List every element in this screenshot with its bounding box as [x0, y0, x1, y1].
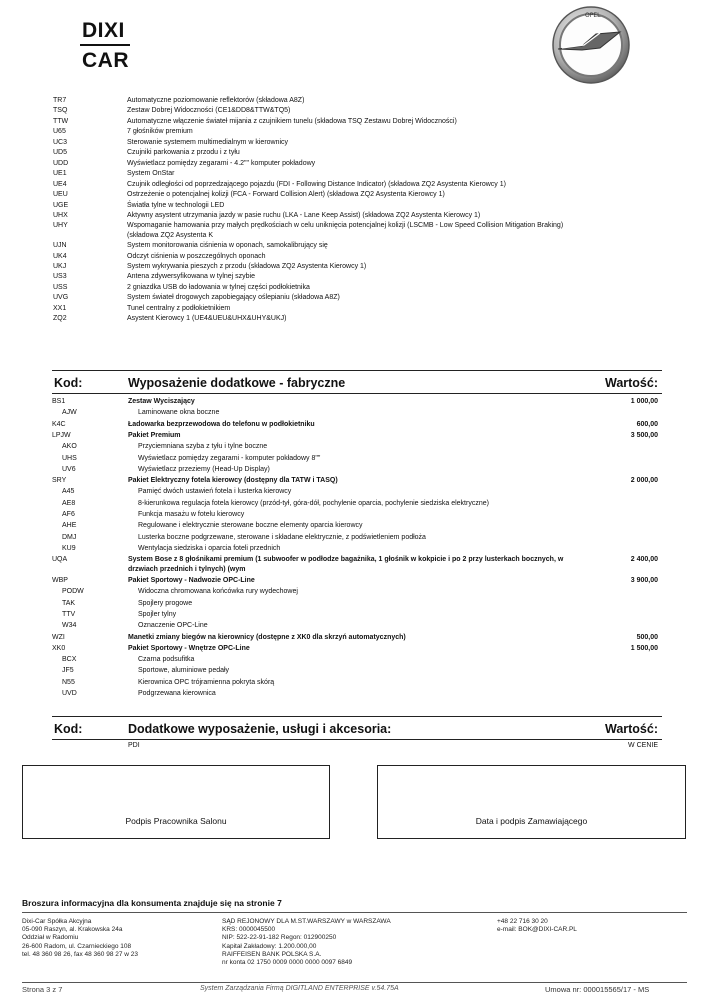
equipment-description: System monitorowania ciśnienia w oponach, samokalibrujący się — [127, 242, 328, 250]
option-code: JF5 — [62, 667, 74, 675]
option-description: Spojlery progowe — [138, 599, 193, 607]
option-code: WBP — [52, 577, 68, 584]
additional-row-value: W CENIE — [628, 742, 658, 749]
footer-line-text: +48 22 716 30 20 — [497, 918, 548, 925]
factory-options-header — [52, 370, 662, 394]
equipment-code: UJN — [53, 242, 67, 250]
equipment-code: UD5 — [53, 149, 68, 157]
equipment-description: (składowa ZQ2 Asystenta K — [127, 231, 213, 239]
employee-signature-label: Podpis Pracownika Salonu — [125, 816, 227, 826]
equipment-code: TTW — [53, 117, 69, 125]
option-description: 8-kierunkowa regulacja fotela kierowcy (przód-tył, góra-dół, pochylenie oparcia, pochylenie siedziska elektryczne) — [138, 499, 489, 507]
equipment-description: Aktywny asystent utrzymania jazdy w pasie ruchu (LKA - Lane Keep Assist) (składowa ZQ2 Asystenta Kierowcy 1) — [127, 211, 481, 219]
equipment-code: TR7 — [53, 97, 67, 104]
footer-line-text: RAIFFEISEN BANK POLSKA S.A. — [222, 950, 322, 958]
equipment-description: System świateł drogowych zapobiegający oślepianiu (składowa A8Z) — [127, 294, 340, 302]
equipment-code: XX1 — [53, 304, 67, 312]
option-description: Pamięć dwóch ustawień fotela i lusterka kierowcy — [138, 488, 292, 496]
svg-text:OPEL: OPEL — [585, 12, 601, 19]
option-code: UVD — [62, 690, 77, 697]
additional-options-header — [52, 716, 662, 740]
option-code: AKO — [62, 443, 77, 451]
equipment-description: Asystent Kierowcy 1 (UE4&UEU&UHX&UHY&UKJ) — [127, 315, 287, 323]
company-registration — [222, 918, 391, 967]
page-number: Strona 3 z 7 — [22, 985, 63, 994]
footer-line-text: 05-090 Raszyn, al. Krakowska 24a — [22, 926, 123, 934]
customer-signature-label: Data i podpis Zamawiającego — [475, 816, 588, 826]
option-code: TTV — [62, 610, 76, 618]
option-description: Pakiet Premium — [128, 431, 181, 439]
option-code: DMJ — [62, 533, 77, 541]
equipment-description: 2 gniazdka USB do ładowania w tylnej części podłokietnika — [127, 283, 310, 291]
footer-line-text: Oddział w Radomiu — [22, 934, 79, 942]
customer-signature-box — [377, 765, 686, 839]
footer-divider — [22, 912, 687, 913]
equipment-code: UKJ — [53, 262, 67, 270]
option-description: Lusterka boczne podgrzewane, sterowane i składane elektrycznie, z podświetleniem podłoża — [138, 533, 426, 541]
footer-line-text: nr konta 02 1750 0009 0000 0000 0097 6849 — [222, 959, 353, 967]
equipment-code: U65 — [53, 128, 66, 136]
option-description: drzwiach przednich i tylnych) (wym — [128, 565, 246, 573]
code-column-header: Kod: — [54, 722, 83, 736]
option-code: UV6 — [62, 465, 76, 473]
contract-number: Umowa nr: 000015565/17 - MS — [545, 985, 650, 994]
option-code: LPJW — [52, 431, 71, 439]
employee-signature-box — [22, 765, 330, 839]
option-code: UQA — [52, 556, 68, 564]
option-price: 1 000,00 — [630, 398, 658, 405]
additional-options-title: Dodatkowe wyposażenie, usługi i akcesoria: — [128, 722, 392, 736]
option-description: Funkcja masażu w fotelu kierowcy — [138, 511, 245, 518]
option-code: SRY — [52, 477, 67, 485]
option-code: W34 — [62, 622, 77, 630]
equipment-description: Automatyczne włączenie świateł mijania z czujnikiem tunelu (składowa TSQ Zestawu Dobrej Widoczności) — [127, 117, 457, 125]
option-code: PODW — [62, 588, 84, 596]
equipment-description: Tunel centralny z podłokietnikiem — [127, 304, 231, 312]
option-description: Pakiet Sportowy - Wnętrze OPC-Line — [128, 644, 250, 652]
option-price: 600,00 — [636, 420, 658, 428]
option-description: Wyświetlacz pomiędzy zegarami - komputer pokładowy 8"" — [138, 454, 321, 462]
option-description: Manetki zmiany biegów na kierownicy (dostępne z XK0 dla skrzyń automatycznych) — [128, 633, 406, 641]
equipment-description: Automatyczne poziomowanie reflektorów (składowa A8Z) — [127, 97, 305, 104]
equipment-code: UEU — [53, 191, 68, 199]
footer-line-text[interactable]: e-mail: BOK@DIXI-CAR.PL — [497, 926, 577, 934]
option-code: AHE — [62, 522, 77, 530]
equipment-code: TSQ — [53, 107, 68, 115]
option-price: 1 500,00 — [630, 644, 658, 652]
company-address — [22, 918, 138, 959]
option-description: System Bose z 8 głośnikami premium (1 subwoofer w podłodze bagażnika, 1 głośnik w kokpicie i po 2 przy lusterkach bocznych, w — [128, 556, 564, 564]
option-code: TAK — [62, 599, 76, 607]
option-code: N55 — [62, 678, 75, 686]
option-code: BCX — [62, 656, 77, 664]
equipment-code: UDD — [53, 159, 69, 167]
brand-logo-line2: CAR — [82, 49, 129, 72]
equipment-description: 7 głośników premium — [127, 128, 193, 136]
equipment-description: Antena zdywersyfikowana w tylnej szybie — [127, 273, 256, 281]
footer-line-text: 26-600 Radom, ul. Czarnieckiego 108 — [22, 942, 132, 950]
option-code: UHS — [62, 454, 77, 462]
option-code: AJW — [62, 409, 77, 417]
equipment-description: Ostrzeżenie o potencjalnej kolizji (FCA - Forward Collision Alert) (składowa ZQ2 Asystenta Kierowcy 1) — [127, 191, 445, 199]
footer-line-text: NIP: 522-22-91-182 Regon: 012900250 — [222, 934, 337, 942]
footer-line-text: tel. 48 360 98 26, fax 48 360 98 27 w 23 — [22, 950, 139, 958]
equipment-description: Czujnik odległości od poprzedzającego pojazdu (FDI - Following Distance Indicator) (składowa ZQ2 Asystenta Kierowcy 1) — [127, 180, 506, 188]
additional-row-code: PDI — [128, 742, 140, 749]
footer-bottom-divider — [22, 982, 687, 983]
option-description: Sportowe, aluminiowe pedały — [138, 667, 230, 675]
equipment-description: Wspomaganie hamowania przy małych prędkościach w celu uniknięcia potencjalnej kolizji (LSCMB - Low Speed Collision Mitigation Braking) — [127, 222, 564, 230]
option-description: Pakiet Elektryczny fotela kierowcy (dostępny dla TATW i TASQ) — [128, 477, 338, 485]
option-code: BS1 — [52, 398, 66, 405]
option-description: Czarna podsufitka — [138, 656, 195, 664]
option-description: Podgrzewana kierownica — [138, 690, 216, 697]
equipment-code: UE4 — [53, 180, 67, 188]
option-description: Widoczna chromowana końcówka rury wydechowej — [138, 588, 298, 596]
footer-line-text: Dixi-Car Spółka Akcyjna — [22, 918, 92, 925]
option-description: Oznaczenie OPC-Line — [138, 622, 208, 630]
equipment-code: USS — [53, 283, 68, 291]
option-description: Spojler tylny — [138, 610, 177, 618]
equipment-code: UK4 — [53, 252, 67, 260]
option-code: AF6 — [62, 511, 75, 518]
brochure-note: Broszura informacyjna dla konsumenta znajduje się na stronie 7 — [22, 898, 282, 908]
footer-line-text: SĄD REJONOWY DLA M.ST.WARSZAWY w WARSZAWA — [222, 918, 391, 925]
option-code: AE8 — [62, 499, 76, 507]
equipment-code: UE1 — [53, 170, 67, 178]
opel-logo-icon — [548, 4, 634, 86]
equipment-description: Odczyt ciśnienia w poszczególnych oponach — [127, 252, 266, 260]
equipment-code: UVG — [53, 294, 69, 302]
option-description: Kierownica OPC trójramienna pokryta skórą — [138, 678, 275, 686]
brand-logo-divider — [80, 44, 130, 46]
factory-options-title: Wyposażenie dodatkowe - fabryczne — [128, 376, 346, 390]
equipment-description: System OnStar — [127, 170, 175, 178]
equipment-description: System wykrywania pieszych z przodu (składowa ZQ2 Asystenta Kierowcy 1) — [127, 262, 367, 270]
option-price: 3 900,00 — [630, 577, 658, 584]
option-description: Regulowane i elektrycznie sterowane boczne elementy oparcia kierowcy — [138, 522, 363, 530]
equipment-code: UGE — [53, 201, 69, 209]
footer-line-text: Kapitał Zakładowy: 1.200.000,00 — [222, 942, 317, 950]
equipment-description: Czujniki parkowania z przodu i z tyłu — [127, 149, 240, 157]
option-price: 3 500,00 — [630, 431, 658, 439]
option-description: Wyświetlacz przeziemy (Head-Up Display) — [138, 465, 270, 473]
option-description: Przyciemniana szyba z tyłu i tylne boczne — [138, 443, 268, 451]
option-description: Pakiet Sportowy - Nadwozie OPC-Line — [128, 577, 255, 584]
option-price: 2 400,00 — [630, 556, 658, 564]
option-price: 2 000,00 — [630, 477, 658, 485]
option-price: 500,00 — [636, 633, 658, 641]
option-code: KU9 — [62, 544, 76, 552]
equipment-code: US3 — [53, 273, 67, 281]
equipment-description: Światła tylne w technologii LED — [127, 201, 225, 209]
footer-line-text: KRS: 0000045500 — [222, 926, 276, 934]
option-description: Ładowarka bezprzewodowa do telefonu w podłokietniku — [128, 420, 315, 428]
equipment-code: ZQ2 — [53, 315, 67, 323]
option-description: Wentylacja siedziska i oparcia foteli przednich — [138, 544, 281, 552]
option-description: Zestaw Wyciszający — [128, 398, 195, 405]
option-code: WZI — [52, 633, 65, 641]
equipment-code: UHX — [53, 211, 68, 219]
equipment-code: UC3 — [53, 138, 68, 146]
option-code: XK0 — [52, 644, 66, 652]
system-label: System Zarządzania Firmą DIGITLAND ENTERPRISE v.54.75A — [200, 985, 399, 992]
option-description: Laminowane okna boczne — [138, 409, 220, 417]
equipment-description: Zestaw Dobrej Widoczności (CE1&DD8&TTW&TQ5) — [127, 107, 291, 115]
equipment-description: Sterowanie systemem multimedialnym w kierownicy — [127, 138, 289, 146]
company-contact — [497, 918, 577, 934]
value-column-header: Wartość: — [604, 376, 658, 390]
value-column-header: Wartość: — [604, 722, 658, 736]
equipment-description: Wyświetlacz pomiędzy zegarami - 4.2"" komputer pokładowy — [127, 159, 316, 167]
equipment-code: UHY — [53, 222, 68, 230]
brand-logo-line1: DIXI — [82, 19, 125, 42]
code-column-header: Kod: — [54, 376, 83, 390]
option-code: A45 — [62, 488, 75, 496]
option-code: K4C — [52, 420, 66, 428]
